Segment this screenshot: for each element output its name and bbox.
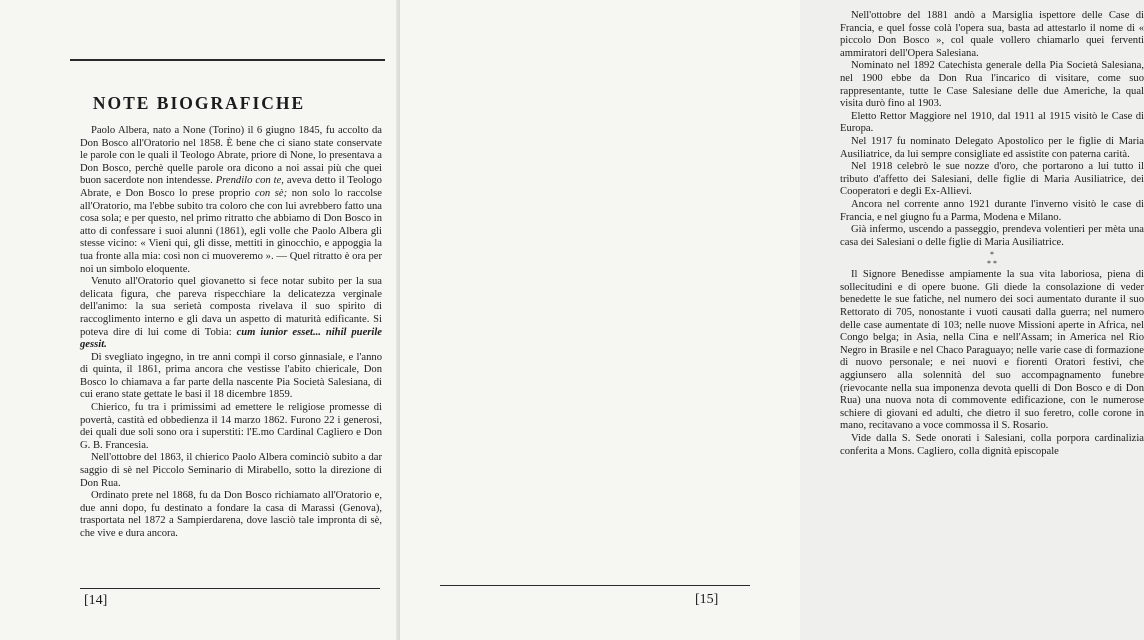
left-page bbox=[0, 0, 398, 640]
top-rule-left bbox=[70, 59, 385, 61]
left-column-text bbox=[80, 125, 382, 541]
right-page bbox=[400, 0, 1144, 640]
page-title: NOTE BIOGRAFICHE bbox=[92, 93, 306, 113]
paragraph: Già infermo, uscendo a passeggio, prendeva volentieri per mèta una casa dei Salesiani o delle figlie di Maria Ausiliatrice. bbox=[840, 224, 1144, 248]
paragraph: Nel 1918 celebrò le sue nozze d'oro, che portarono a lui tutto il tributo d'affetto dei Salesiani, delle figlie di Maria Ausiliatrice, dei Cooperatori e degli Ex-Allievi. bbox=[840, 161, 1144, 198]
page-number-left: [14] bbox=[84, 593, 108, 608]
paragraph: Il Signore Benedisse ampiamente la sua vita laboriosa, piena di sollecitudini e di opere buone. Gli diede la consolazione di veder benedette le sue fatiche, nel numero dei soci aumentato durante il suo Rettorato di 705, nonostante i vuoti causati dalla guerra; nel numero delle case aumentate di 103; nelle nuove Missioni aperte in Africa, nel Congo belga; in Asia, nella Cina e nell'Assam; in America nel Rio Negro in Brasile e nel Chaco Paraguayo; nelle varie case di formazione di nuovo personale; e nei nuovi e fiorenti Oratori festivi, che aggiunsero alla solennità del suo accompagnamento funebre (rievocante nella sua imponenza devota quelli di Don Bosco e di Don Rua) una nuova nota di commovente edificazione, con le numerose schiere di giovani ed adulti, che dietro il suo feretro, colle corone in mano, recitavano a voce commossa il S. Rosario. bbox=[840, 269, 1144, 432]
paragraph: Chierico, fu tra i primissimi ad emettere le religiose promesse di povertà, castità ed obbedienza il 14 marzo 1862. Furono 22 i generosi, dei quali due soli sono ora i superstiti: l'E.mo Cardinal Cagliero e Don G. B. Francesia. bbox=[80, 402, 382, 451]
bottom-rule-right bbox=[440, 585, 750, 586]
paragraph: Venuto all'Oratorio quel giovanetto si fece notar subito per la sua delicata figura, che pareva rispecchiare la delicatezza verginale dell'animo: la sua serietà composta rivelava il suo spirito di raccoglimento interno e gli dava un aspetto di maturità edificante. Si poteva dire di lui come di Tobia: cum iunior esset... nihil puerile gessit. bbox=[80, 276, 382, 351]
paragraph: Nell'ottobre del 1863, il chierico Paolo Albera cominciò subito a dar saggio di sè nel Piccolo Seminario di Mirabello, sotto la direzione di Don Rua. bbox=[80, 452, 382, 489]
paragraph: Nel 1917 fu nominato Delegato Apostolico per le figlie di Maria Ausiliatrice, da lui sempre consigliate ed assistite con paterna carità. bbox=[840, 135, 1144, 160]
paragraph: Paolo Albera, nato a None (Torino) il 6 giugno 1845, fu accolto da Don Bosco all'Oratorio nel 1858. È bene che ci siano state conservate le parole con le quali il Teologo Abrate, priore di None, lo presentava a Don Bosco, perchè quelle parole ora dicono a noi assai più che quei buon sacerdote non intendesse. Prendilo con te, aveva detto il Teologo Abrate, e Don Bosco lo prese proprio con sè; non solo lo raccolse all'Oratorio, ma l'ebbe subito tra coloro che con lui avrebbero fatto una cosa sola; e per questo, nel primo ritratto che abbiamo di Don Bosco in atto di confessare i suoi alunni (1861), egli volle che Paolo Albera gli stesse vicino: « Vieni qui, gli disse, mettiti in ginocchio, e appoggia la tua fronte alla mia: così non ci muoveremo ». — Quel ritratto è ora per noi un simbolo eloquente. bbox=[80, 125, 383, 275]
right-paragraphs-after bbox=[840, 269, 1144, 458]
bottom-rule-left bbox=[80, 588, 380, 589]
right-column-text bbox=[840, 10, 1144, 458]
page-number-right: [15] bbox=[695, 592, 719, 607]
paragraph: Eletto Rettor Maggiore nel 1910, dal 1911 al 1915 visitò le Case di Europa. bbox=[840, 110, 1144, 135]
paragraph: Di svegliato ingegno, in tre anni compì il corso ginnasiale, e l'anno di quinta, il 1861, prima ancora che vestisse l'abito chiericale, Don Bosco lo chiamava a far parte della nascente Pia Società Salesiana, di cui erano state gettate le basi il 18 dicembre 1859. bbox=[80, 351, 382, 401]
right-paragraphs-before bbox=[840, 10, 1144, 249]
paragraph: Nell'ottobre del 1881 andò a Marsiglia ispettore delle Case di Francia, e quel fosse colà l'opera sua, basta ad attestarlo il nome di « piccolo Don Bosco », col quale vollero chiamarlo quei ferventi ammiratori dell'Opera Salesiana. bbox=[840, 10, 1144, 59]
section-divider-stars: * * * bbox=[987, 250, 997, 269]
paragraph: Vide dalla S. Sede onorati i Salesiani, colla porpora cardinalizia conferita a Mons. Cagliero, colla dignità episcopale bbox=[840, 433, 1144, 457]
paragraph: Nominato nel 1892 Catechista generale della Pia Società Salesiana, nel 1900 ebbe da Don Rua l'incarico di visitare, come suo rappresentante, tutte le Case Salesiane delle due Americhe, la qual visita durò fino al 1903. bbox=[840, 60, 1144, 110]
paragraph: Ordinato prete nel 1868, fu da Don Bosco richiamato all'Oratorio e, due anni dopo, fu destinato a fondare la casa di Marassi (Genova), trasportata nel 1872 a Sampierdarena, dove lasciò tale impronta di sè, che vive e dura ancora. bbox=[80, 490, 382, 539]
paragraph: Ancora nel corrente anno 1921 durante l'inverno visitò le case di Francia, e nel giugno fu a Parma, Modena e Milano. bbox=[840, 198, 1144, 223]
